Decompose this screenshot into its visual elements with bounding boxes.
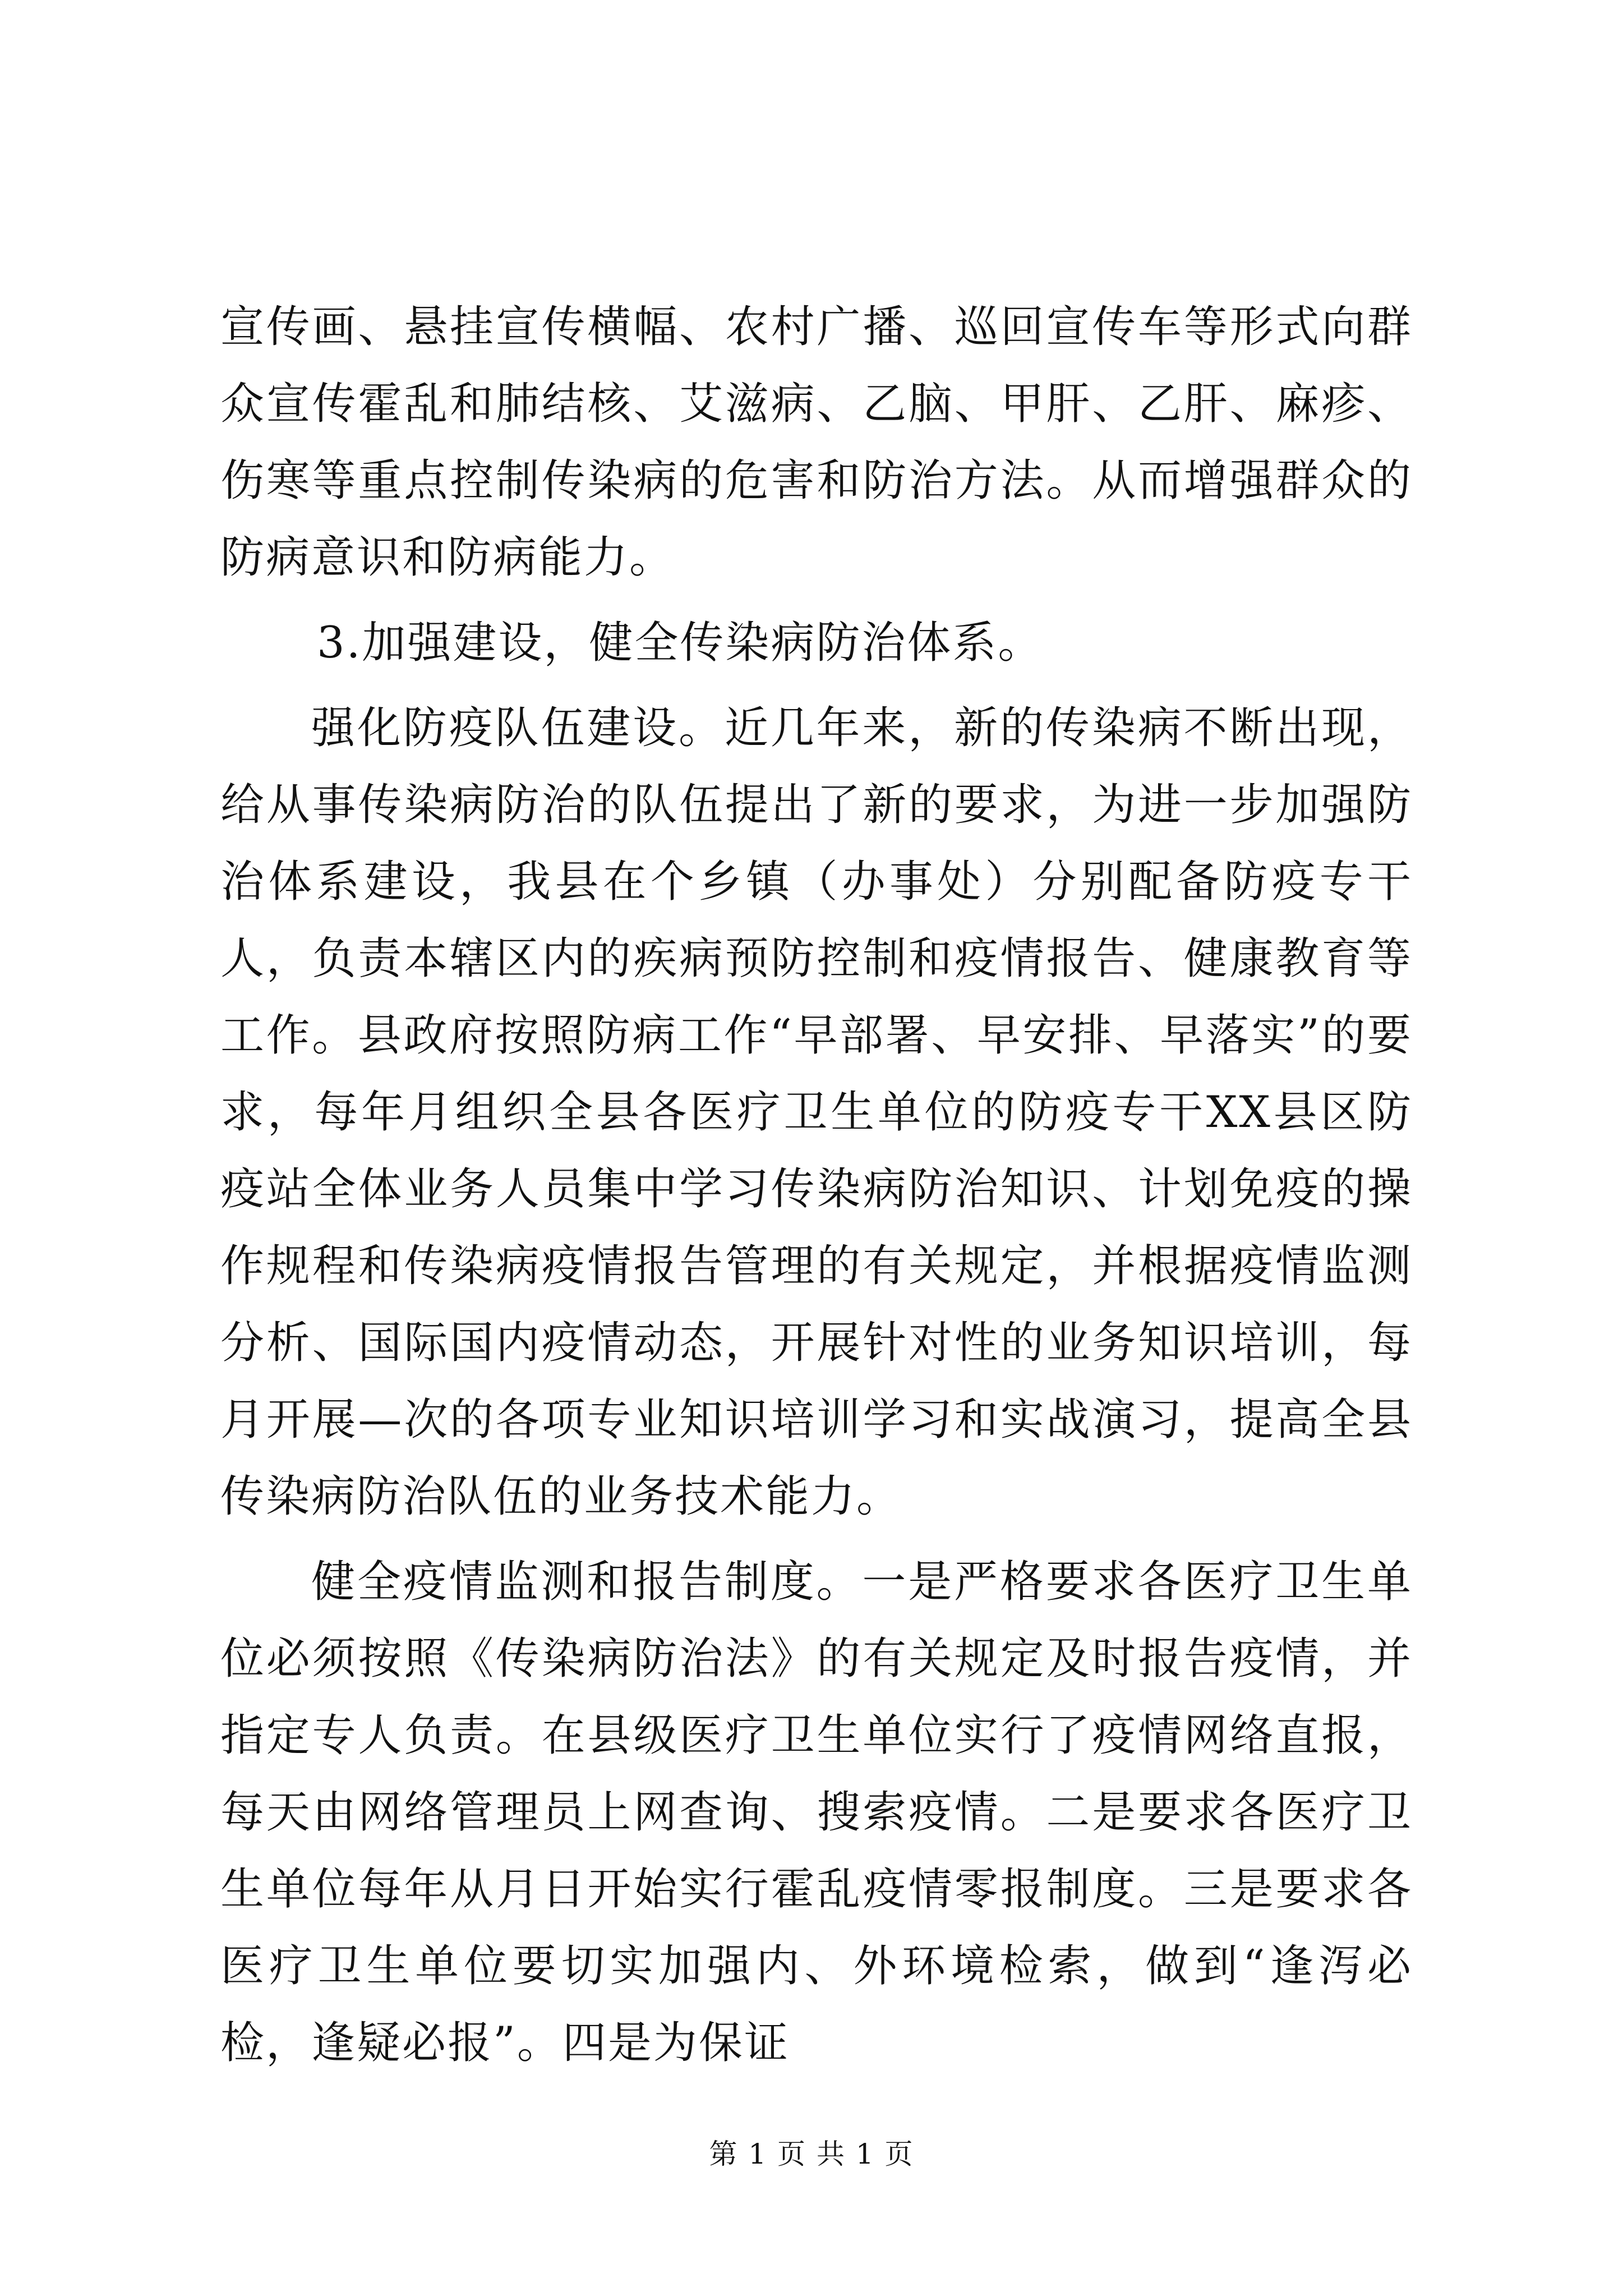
- section-heading: 3.加强建设，健全传染病防治体系。: [317, 618, 1044, 668]
- page-footer: 第 1 页 共 1 页: [709, 2138, 914, 2170]
- paragraph-continuation: 宣传画、悬挂宣传横幅、农村广播、巡回宣传车等形式向群众宣传霍乱和肺结核、艾滋病、乙脑、甲肝、乙肝、麻疹、伤寒等重点控制传染病的危害和防治方法。从而增强群众的防病意识和防病能力。: [220, 302, 1413, 583]
- document-body: [220, 289, 1413, 2082]
- paragraph-surveillance-reporting: 健全疫情监测和报告制度。一是严格要求各医疗卫生单位必须按照《传染病防治法》的有关规定及时报告疫情，并指定专人负责。在县级医疗卫生单位实行了疫情网络直报，每天由网络管理员上网查询、搜索疫情。二是要求各医疗卫生单位每年从月日开始实行霍乱疫情零报制度。三是要求各医疗卫生单位要切实加强内、外环境检索，做到“逢泻必检，逢疑必报”。四是为保证: [220, 1557, 1413, 2068]
- paragraph-team-building: 强化防疫队伍建设。近几年来，新的传染病不断出现，给从事传染病防治的队伍提出了新的要求，为进一步加强防治体系建设，我县在个乡镇（办事处）分别配备防疫专干人，负责本辖区内的疾病预防控制和疫情报告、健康教育等工作。县政府按照防病工作“早部署、早安排、早落实”的要求，每年月组织全县各医疗卫生单位的防疫专干XX县区防疫站全体业务人员集中学习传染病防治知识、计划免疫的操作规程和传染病疫情报告管理的有关规定，并根据疫情监测分析、国际国内疫情动态，开展针对性的业务知识培训，每月开展—次的各项专业知识培训学习和实战演习，提高全县传染病防治队伍的业务技术能力。: [220, 703, 1413, 1522]
